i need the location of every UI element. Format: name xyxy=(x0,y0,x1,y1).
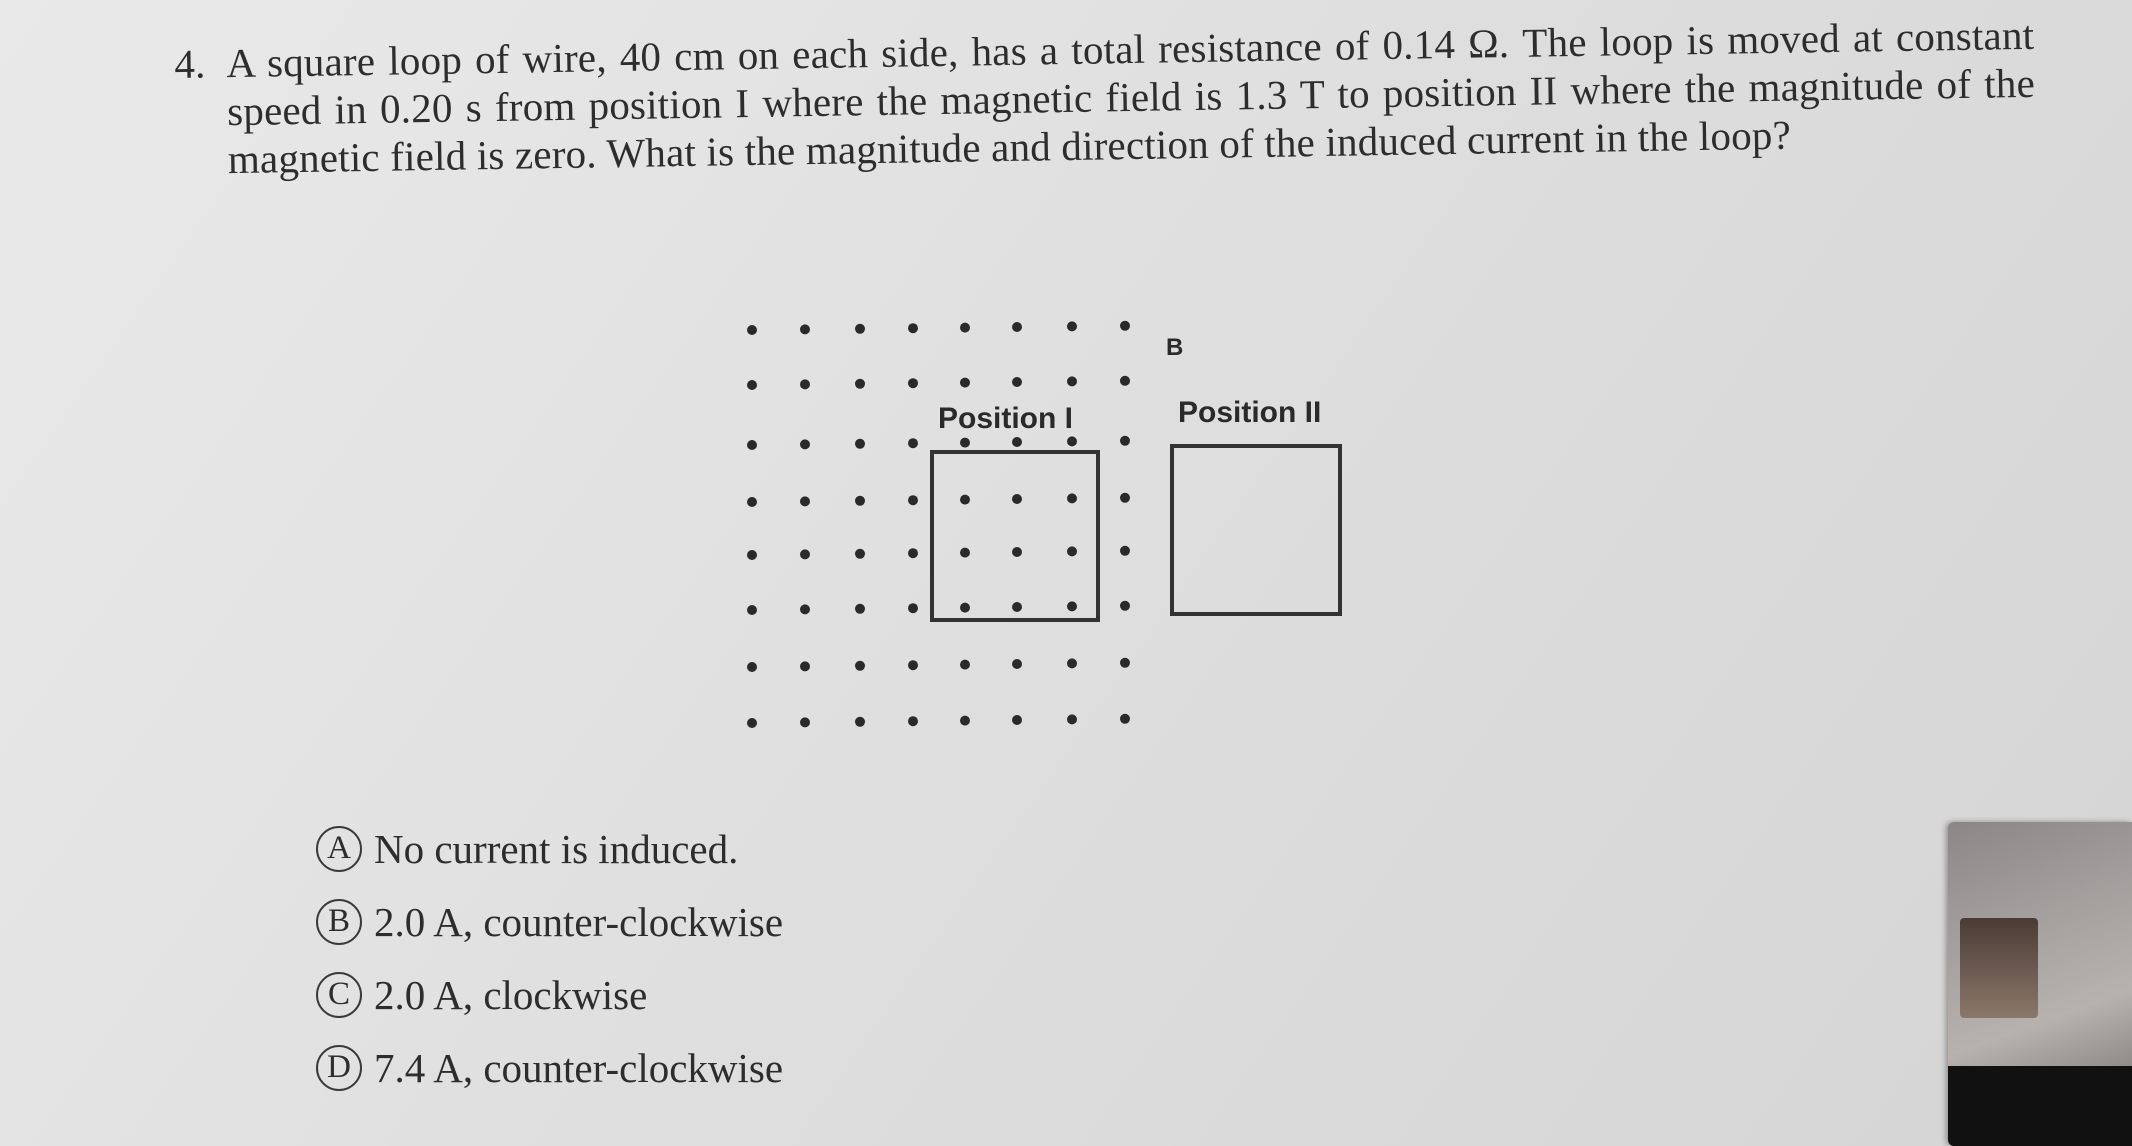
field-dot xyxy=(855,549,865,559)
webcam-preview xyxy=(1948,822,2132,1146)
field-dot xyxy=(855,496,865,506)
field-dot xyxy=(1120,601,1130,611)
field-dot xyxy=(747,380,757,390)
field-dot xyxy=(747,718,757,728)
position-1-label: Position I xyxy=(938,402,1073,435)
field-dot xyxy=(747,605,757,615)
field-dot xyxy=(1067,436,1077,446)
option-b[interactable] xyxy=(316,885,783,958)
webcam-background-object xyxy=(1960,918,2038,1018)
loop-position-2 xyxy=(1172,446,1340,614)
field-dot xyxy=(960,548,970,558)
field-dot xyxy=(855,661,865,671)
field-dot xyxy=(1012,715,1022,725)
field-dot xyxy=(1120,321,1130,331)
field-dot xyxy=(908,716,918,726)
field-dot xyxy=(1120,376,1130,386)
field-dot xyxy=(747,550,757,560)
field-dot xyxy=(1120,493,1130,503)
position-2-label: Position II xyxy=(1178,396,1322,429)
field-dot xyxy=(1067,546,1077,556)
question-number: 4. xyxy=(174,40,206,87)
option-c-text: 2.0 A, clockwise xyxy=(374,971,648,1018)
field-dot xyxy=(800,717,810,727)
field-dot xyxy=(908,378,918,388)
field-dot xyxy=(960,323,970,333)
option-a[interactable] xyxy=(316,812,783,885)
field-dot xyxy=(1012,437,1022,447)
field-dot xyxy=(908,660,918,670)
field-dot xyxy=(1012,494,1022,504)
field-dot xyxy=(960,378,970,388)
field-dot xyxy=(1012,322,1022,332)
field-dot xyxy=(800,661,810,671)
field-dot xyxy=(960,495,970,505)
field-dot xyxy=(908,603,918,613)
field-dot xyxy=(1012,377,1022,387)
field-dot xyxy=(1012,659,1022,669)
option-a-letter[interactable]: A xyxy=(316,826,362,872)
option-b-text: 2.0 A, counter-clockwise xyxy=(374,898,784,945)
field-dot xyxy=(1067,376,1077,386)
field-dot xyxy=(908,495,918,505)
field-dot xyxy=(1120,546,1130,556)
question-text: A square loop of wire, 40 cm on each side, has a total resistance of 0.14 Ω. The loop is moved at constant speed in 0.20 s from position I where the magnetic field is 1.3 T to position II where the magnitude of the magnetic field is zero. What is the magnitude and direction of the induced current in the loop? xyxy=(226,11,2036,183)
webcam-dark-area xyxy=(1948,1066,2132,1146)
loop-position-1 xyxy=(932,452,1098,620)
option-c-letter[interactable]: C xyxy=(316,972,362,1018)
field-dot xyxy=(960,603,970,613)
magnetic-field-diagram xyxy=(730,310,1350,750)
field-dot xyxy=(1120,714,1130,724)
field-dot xyxy=(747,662,757,672)
option-d-text: 7.4 A, counter-clockwise xyxy=(374,1044,784,1091)
field-dot xyxy=(800,496,810,506)
option-a-text: No current is induced. xyxy=(374,825,739,872)
field-dot xyxy=(1067,658,1077,668)
field-dot xyxy=(855,439,865,449)
field-dot xyxy=(800,324,810,334)
field-dot xyxy=(800,379,810,389)
magnetic-field-dots xyxy=(747,321,1130,728)
field-dot xyxy=(1012,602,1022,612)
field-dot xyxy=(855,324,865,334)
option-d[interactable] xyxy=(316,1031,783,1104)
field-dot xyxy=(747,440,757,450)
question xyxy=(174,11,2036,184)
field-dot xyxy=(1120,436,1130,446)
field-dot xyxy=(960,660,970,670)
field-dot xyxy=(855,604,865,614)
field-dot xyxy=(1120,658,1130,668)
field-dot xyxy=(960,438,970,448)
field-dot xyxy=(908,438,918,448)
field-dot xyxy=(800,604,810,614)
field-dot xyxy=(855,379,865,389)
option-c[interactable] xyxy=(316,958,783,1031)
field-dot xyxy=(1067,601,1077,611)
field-dot xyxy=(1067,321,1077,331)
option-b-letter[interactable]: B xyxy=(316,899,362,945)
field-dot xyxy=(747,497,757,507)
field-dot xyxy=(747,325,757,335)
field-dot xyxy=(908,323,918,333)
field-dot xyxy=(1067,714,1077,724)
field-dot xyxy=(908,548,918,558)
field-dot xyxy=(1012,547,1022,557)
field-dot xyxy=(960,716,970,726)
field-dot xyxy=(800,439,810,449)
field-dot xyxy=(800,549,810,559)
option-d-letter[interactable]: D xyxy=(316,1045,362,1091)
field-dot xyxy=(1067,493,1077,503)
field-label-b: B xyxy=(1166,334,1184,361)
field-dot xyxy=(855,717,865,727)
answer-options xyxy=(316,812,783,1104)
